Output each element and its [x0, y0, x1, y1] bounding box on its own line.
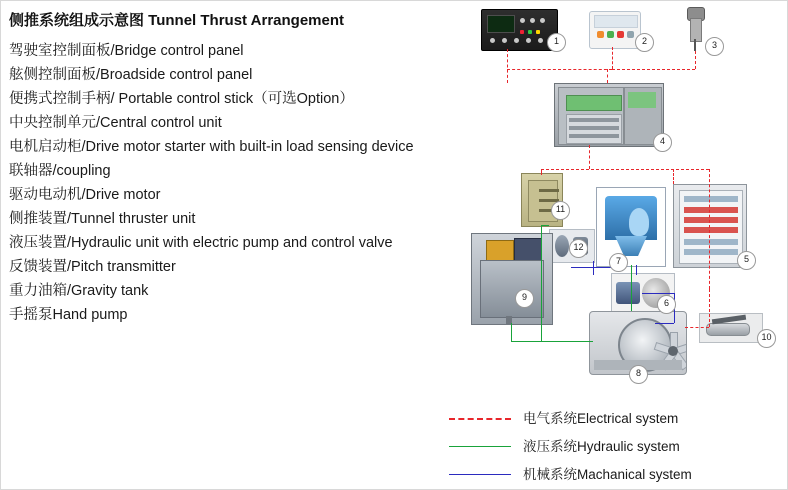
list-item: 侧推装置/Tunnel thruster unit: [9, 211, 196, 227]
electrical-line: [709, 289, 710, 327]
legend-label: 液压系统Hydraulic system: [523, 439, 680, 454]
diagram-canvas: [441, 1, 788, 401]
list-item: 联轴器/coupling: [9, 163, 111, 179]
component-list: [9, 9, 469, 327]
electrical-line: [607, 69, 608, 83]
list-item: 中央控制单元/Central control unit: [9, 115, 222, 131]
drive-motor-starter-image: [673, 184, 747, 268]
list-item: 重力油箱/Gravity tank: [9, 283, 149, 299]
callout-7: 7: [609, 253, 628, 272]
callout-4: 4: [653, 133, 672, 152]
hydraulic-line: [511, 341, 593, 342]
electrical-line: [541, 169, 709, 170]
list-item: 电机启动柜/Drive motor starter with built-in load sensing device: [9, 139, 414, 155]
list-item: 液压装置/Hydraulic unit with electric pump and control valve: [9, 235, 393, 251]
hydraulic-line: [631, 265, 632, 311]
list-item: 手摇泵Hand pump: [9, 307, 128, 323]
mechanical-line: [636, 265, 637, 275]
mechanical-line: [593, 261, 594, 275]
hydraulic-line: [541, 225, 549, 226]
mechanical-line-icon: [449, 474, 511, 475]
callout-11: 11: [551, 201, 570, 220]
hydraulic-line: [541, 225, 542, 341]
legend-row-hydraulic: [449, 433, 779, 461]
electrical-line: [612, 47, 613, 69]
electrical-line: [709, 169, 710, 289]
legend-row-electrical: [449, 405, 779, 433]
electrical-line: [541, 169, 542, 175]
callout-12: 12: [569, 239, 588, 258]
hydraulic-line: [511, 323, 512, 341]
callout-6: 6: [657, 295, 676, 314]
system-legend: [449, 405, 779, 489]
list-item: 驱动电动机/Drive motor: [9, 187, 161, 203]
broadside-control-panel-image: [589, 11, 641, 49]
legend-row-mechanical: [449, 461, 779, 489]
list-item: 驾驶室控制面板/Bridge control panel: [9, 43, 244, 59]
callout-9: 9: [515, 289, 534, 308]
electrical-line-icon: [449, 418, 511, 420]
electrical-line: [695, 51, 696, 69]
page-title: 侧推系统组成示意图 Tunnel Thrust Arrangement: [9, 12, 345, 29]
electrical-line: [589, 145, 590, 169]
callout-3: 3: [705, 37, 724, 56]
tunnel-thruster-unit-image: [596, 187, 666, 267]
list-item: 便携式控制手柄/ Portable control stick（可选Option）: [9, 91, 354, 107]
electrical-line: [507, 69, 612, 70]
callout-1: 1: [547, 33, 566, 52]
legend-label: 电气系统Electrical system: [523, 411, 679, 426]
electrical-line: [685, 327, 709, 328]
callout-10: 10: [757, 329, 776, 348]
mechanical-line: [571, 267, 611, 268]
callout-5: 5: [737, 251, 756, 270]
mechanical-line: [655, 323, 674, 324]
electrical-line: [612, 69, 695, 70]
electrical-line: [673, 169, 674, 184]
mechanical-line: [642, 293, 674, 294]
electrical-line: [507, 49, 508, 83]
callout-2: 2: [635, 33, 654, 52]
hydraulic-line-icon: [449, 446, 511, 447]
list-item: 反馈装置/Pitch transmitter: [9, 259, 176, 275]
central-control-unit-image: [554, 83, 664, 147]
list-item: 舷侧控制面板/Broadside control panel: [9, 67, 253, 83]
callout-8: 8: [629, 365, 648, 384]
legend-label: 机械系统Machanical system: [523, 467, 692, 482]
